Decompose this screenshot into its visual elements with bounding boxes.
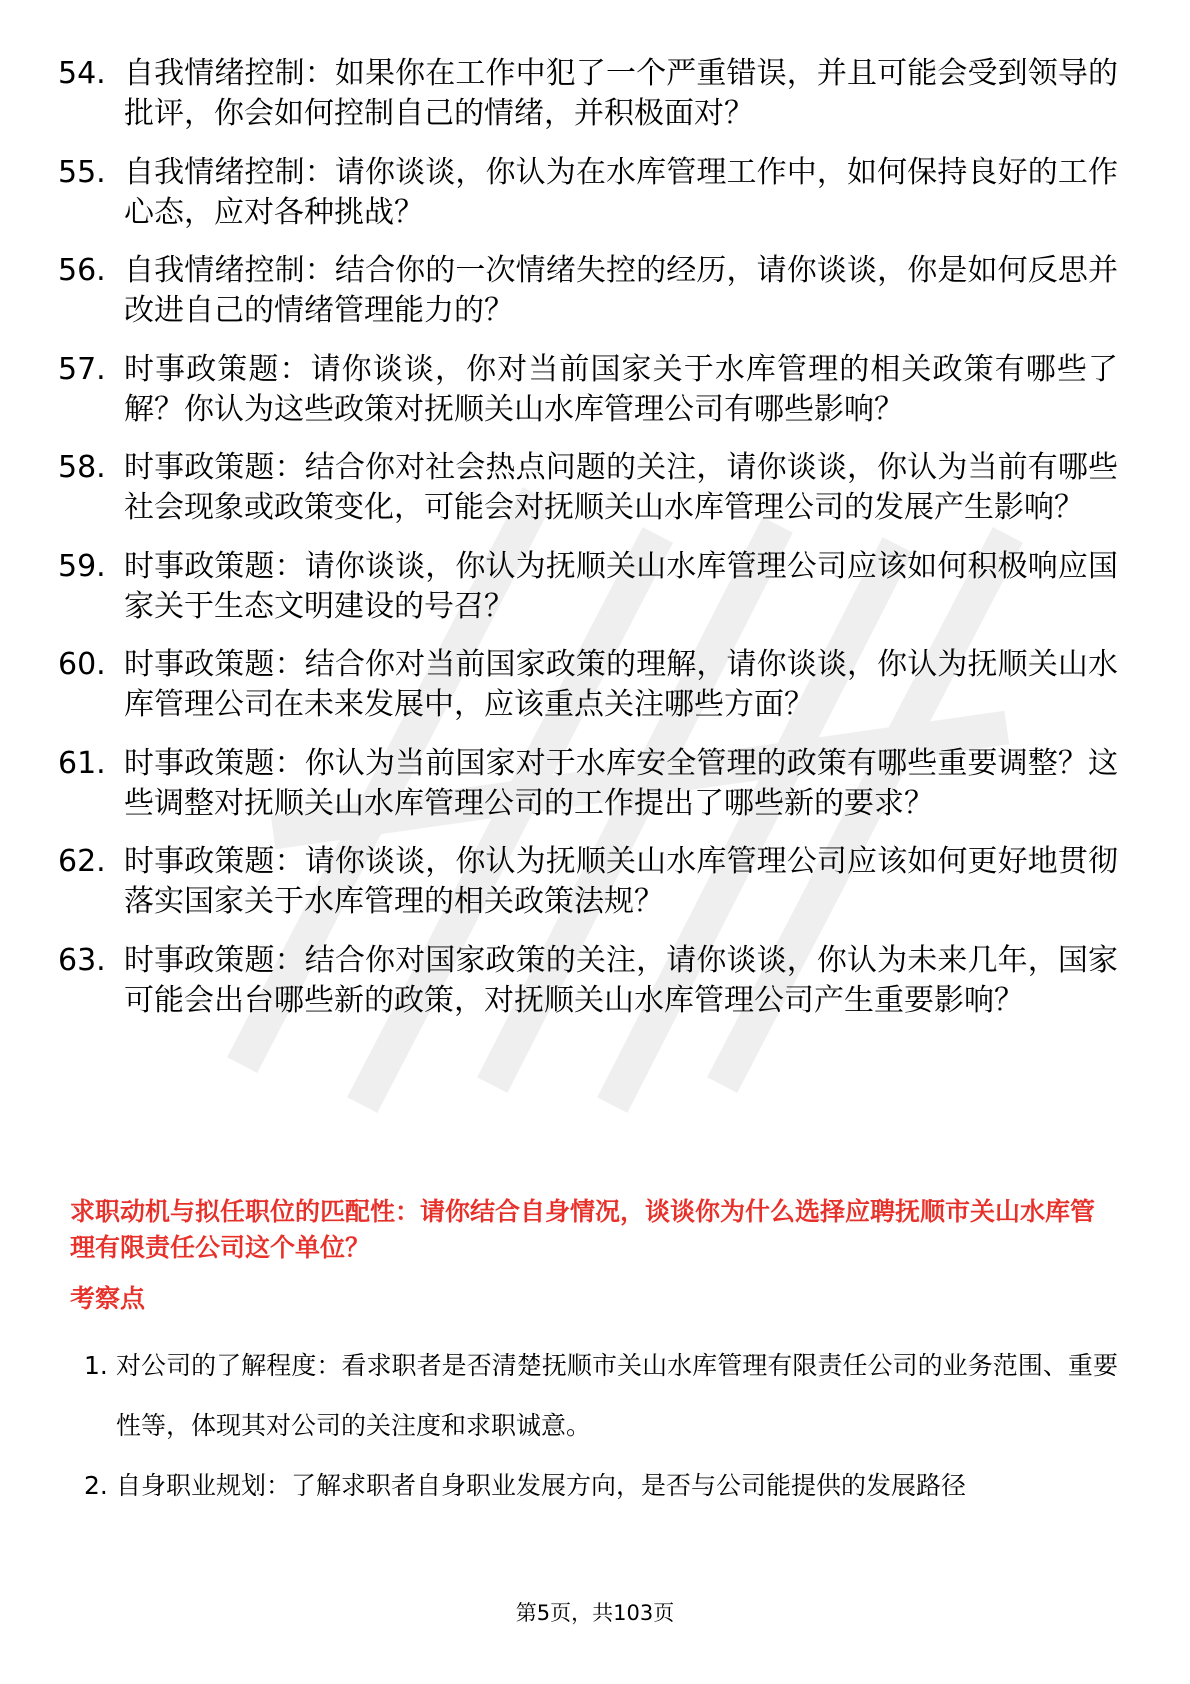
question-text: 自我情绪控制：如果你在工作中犯了一个严重错误，并且可能会受到领导的批评，你会如何控制自己的情绪，并积极面对？ — [124, 56, 1118, 131]
question-text: 时事政策题：结合你对国家政策的关注，请你谈谈，你认为未来几年，国家可能会出台哪些新的政策，对抚顺关山水库管理公司产生重要影响？ — [124, 942, 1118, 1018]
question-item — [58, 744, 1118, 824]
question-text: 时事政策题：请你谈谈，你认为抚顺关山水库管理公司应该如何积极响应国家关于生态文明建设的号召？ — [124, 548, 1118, 624]
question-list — [58, 54, 1118, 1039]
question-number: 63. — [58, 942, 106, 978]
question-number: 60. — [58, 647, 106, 682]
question-item — [58, 645, 1118, 725]
question-text: 自我情绪控制：结合你的一次情绪失控的经历，请你谈谈，你是如何反思并改进自己的情绪管理能力的？ — [124, 253, 1118, 328]
question-text: 时事政策题：请你谈谈，你对当前国家关于水库管理的相关政策有哪些了解？你认为这些政策对抚顺关山水库管理公司有哪些影响？ — [124, 351, 1118, 427]
question-number: 55. — [58, 154, 106, 190]
section-heading: 求职动机与拟任职位的匹配性：请你结合自身情况，谈谈你为什么选择应聘抚顺市关山水库管理有限责任公司这个单位？ — [70, 1197, 1096, 1262]
evaluation-point — [84, 1456, 1118, 1516]
question-text: 时事政策题：你认为当前国家对于水库安全管理的政策有哪些重要调整？这些调整对抚顺关山水库管理公司的工作提出了哪些新的要求？ — [124, 745, 1118, 821]
evaluation-points-list — [84, 1336, 1118, 1516]
question-number: 56. — [58, 253, 106, 288]
question-item — [58, 251, 1118, 331]
question-text: 时事政策题：请你谈谈，你认为抚顺关山水库管理公司应该如何更好地贯彻落实国家关于水库管理的相关政策法规？ — [124, 844, 1118, 919]
question-item — [58, 842, 1118, 922]
evaluation-points-label: 考察点 — [70, 1284, 146, 1313]
question-number: 61. — [58, 745, 106, 781]
point-number: 1. — [84, 1351, 108, 1380]
point-text: 自身职业规划：了解求职者自身职业发展方向，是否与公司能提供的发展路径 — [116, 1471, 967, 1500]
question-item — [58, 350, 1118, 430]
evaluation-point — [84, 1336, 1118, 1456]
question-item — [58, 448, 1118, 528]
question-text: 自我情绪控制：请你谈谈，你认为在水库管理工作中，如何保持良好的工作心态，应对各种挑战？ — [124, 154, 1118, 230]
question-item — [58, 941, 1118, 1021]
question-number: 57. — [58, 351, 106, 387]
question-item — [58, 54, 1118, 134]
question-item — [58, 547, 1118, 627]
question-number: 59. — [58, 548, 106, 584]
question-number: 58. — [58, 450, 106, 485]
question-text: 时事政策题：结合你对当前国家政策的理解，请你谈谈，你认为抚顺关山水库管理公司在未来发展中，应该重点关注哪些方面？ — [124, 647, 1118, 722]
question-number: 54. — [58, 56, 106, 91]
question-number: 62. — [58, 844, 106, 879]
question-text: 时事政策题：结合你对社会热点问题的关注，请你谈谈，你认为当前有哪些社会现象或政策变化，可能会对抚顺关山水库管理公司的发展产生影响？ — [124, 450, 1118, 525]
page-footer: 第5页，共103页 — [515, 1601, 675, 1625]
question-item — [58, 153, 1118, 233]
point-number: 2. — [84, 1471, 108, 1500]
point-text: 对公司的了解程度：看求职者是否清楚抚顺市关山水库管理有限责任公司的业务范围、重要性等，体现其对公司的关注度和求职诚意。 — [116, 1351, 1118, 1440]
